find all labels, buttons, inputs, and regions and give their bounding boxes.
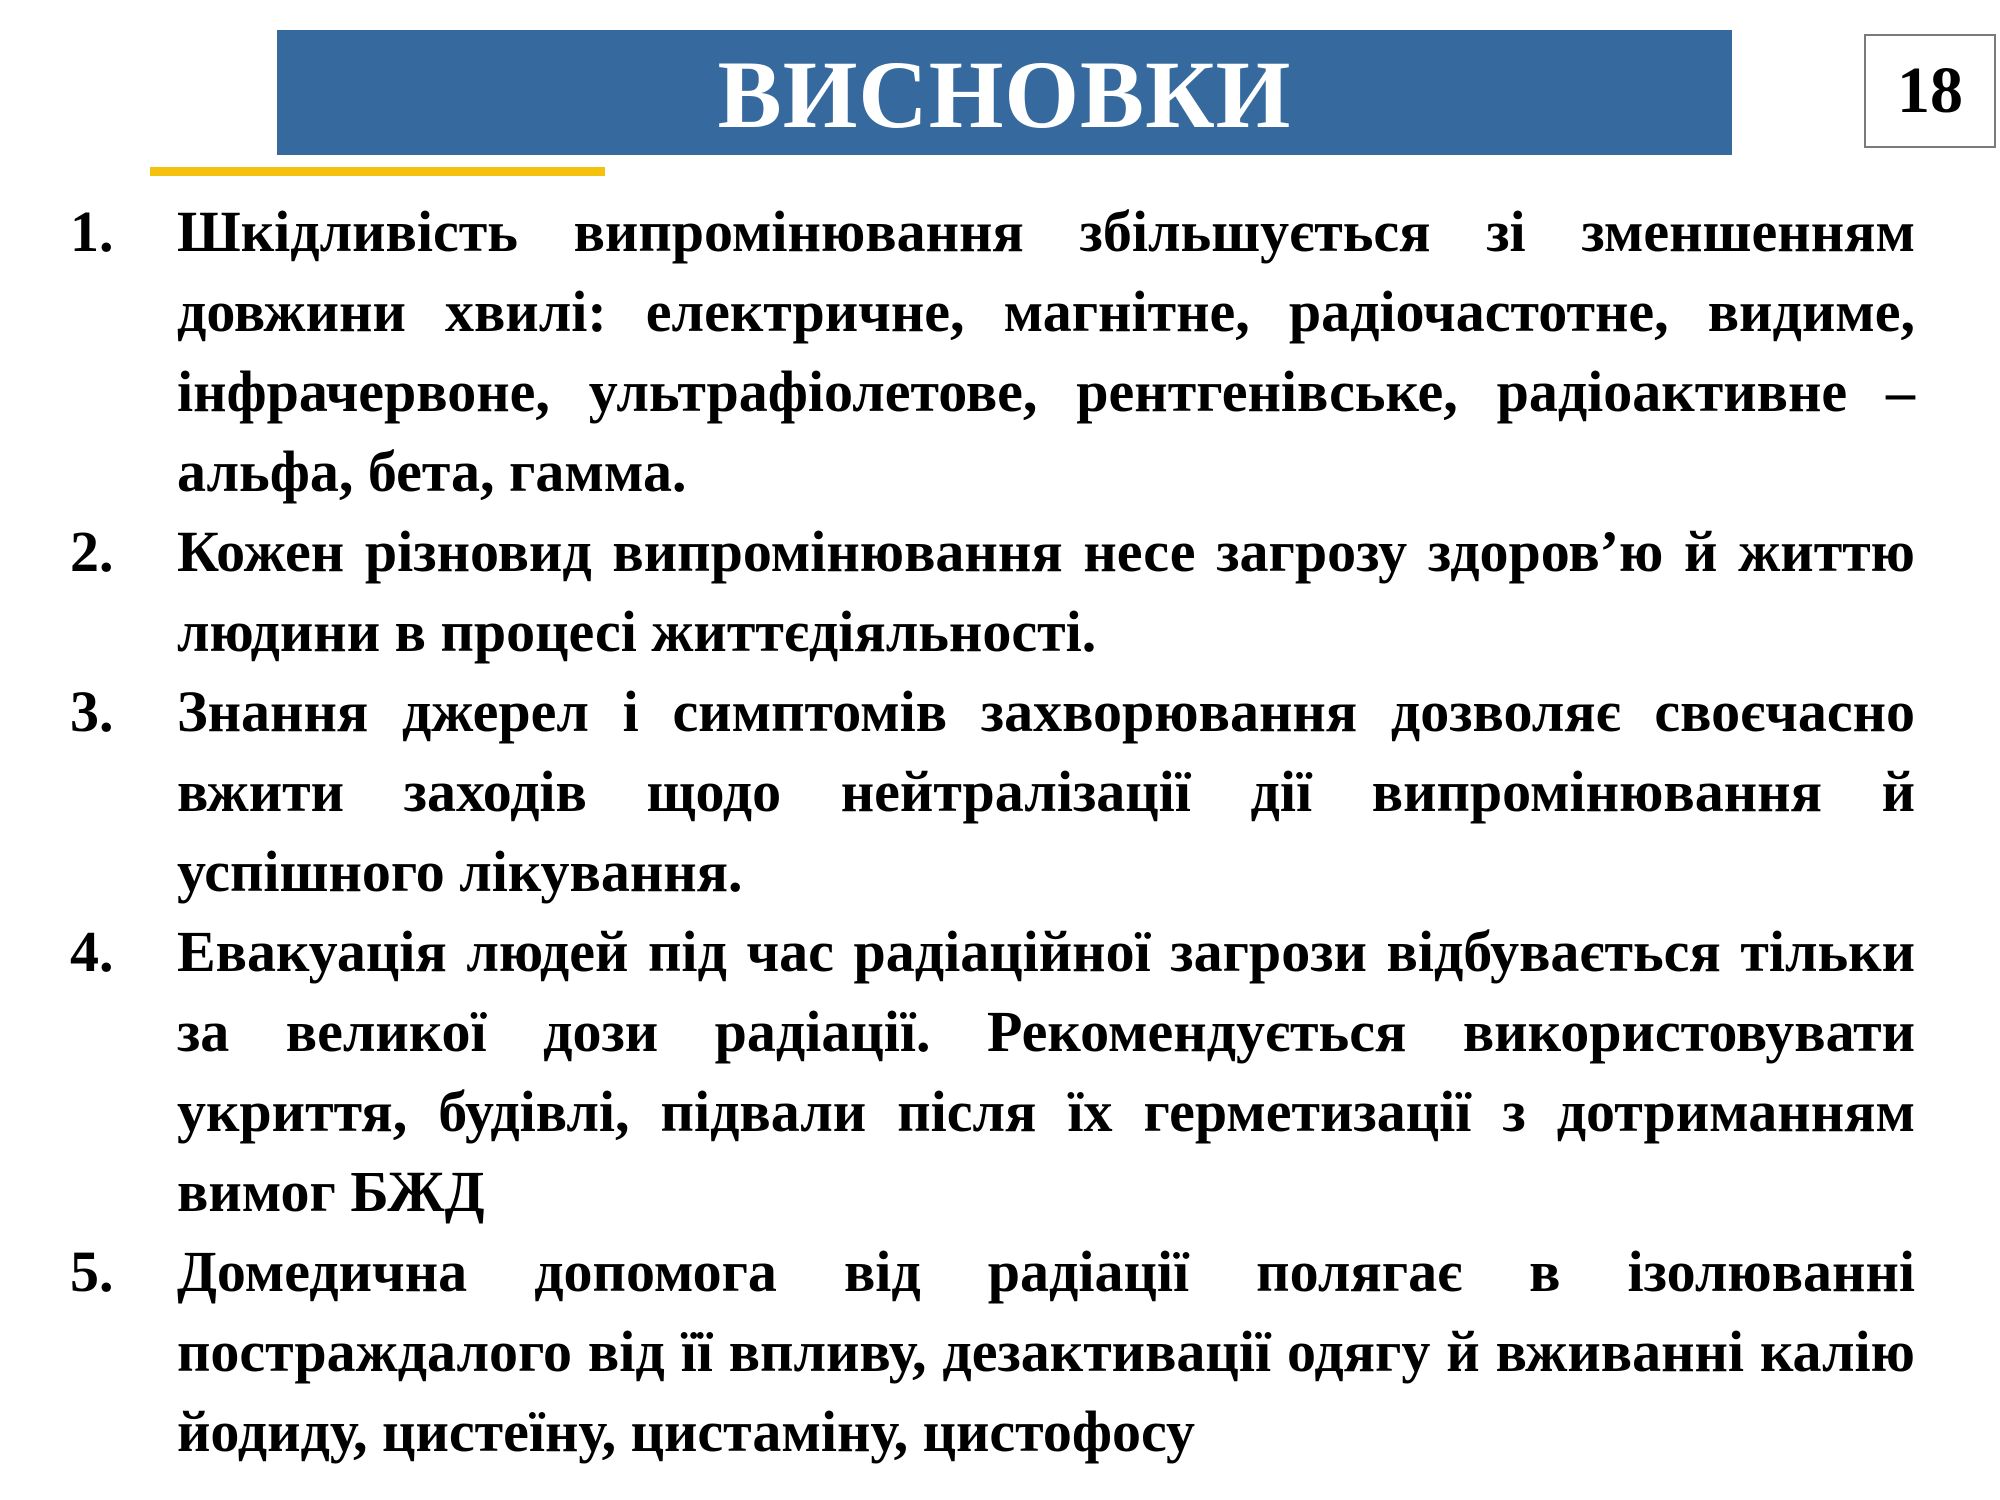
conclusion-item-4 [70, 912, 1915, 1232]
item-number: 1. [70, 199, 114, 264]
item-text: Знання джерел і симптомів захворювання дозволяє своєчасно вжити заходів щодо нейтралізації дії випромінювання й успішного лікування. [177, 679, 1915, 904]
item-text: Шкідливість випромінювання збільшується зі зменшенням довжини хвилі: електричне, магнітне, радіочастотне, видиме, інфрачервоне, ультрафіолетове, рентгенівське, радіоактивне – альфа, бета, гамма. [177, 199, 1915, 504]
item-number: 4. [70, 919, 114, 984]
slide-title: ВИСНОВКИ [717, 40, 1292, 148]
conclusion-item-3 [70, 672, 1915, 912]
conclusion-item-1 [70, 192, 1915, 512]
conclusions-list [70, 192, 1915, 1472]
conclusion-item-5 [70, 1232, 1915, 1472]
item-number: 5. [70, 1239, 114, 1304]
item-number: 2. [70, 519, 114, 584]
page-number: 18 [1897, 54, 1963, 127]
conclusion-item-2 [70, 512, 1915, 672]
item-text: Домедична допомога від радіації полягає в ізолюванні постраждалого від її впливу, дезактивації одягу й вживанні калію йодиду, цистеїну, цистаміну, цистофосу [177, 1239, 1915, 1464]
item-text: Кожен різновид випромінювання несе загрозу здоров’ю й життю людини в процесі життєдіяльності. [177, 519, 1915, 664]
title-banner [277, 30, 1732, 155]
accent-underline [150, 167, 605, 176]
item-text: Евакуація людей під час радіаційної загрози відбувається тільки за великої дози радіації. Рекомендується використовувати укриття, будівлі, підвали після їх герметизації з дотриманням вимог БЖД [177, 919, 1915, 1224]
item-number: 3. [70, 679, 114, 744]
page-number-box [1864, 34, 1996, 148]
